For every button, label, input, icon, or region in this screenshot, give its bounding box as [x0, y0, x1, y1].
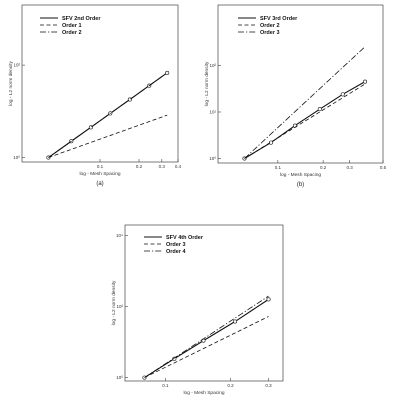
y-axis-title: log - L2 norm density [205, 61, 210, 107]
y-tick-label: 10² [116, 304, 123, 310]
panel-caption: (b) [296, 182, 305, 188]
legend-label: Order 3 [166, 242, 186, 248]
x-tick-label: 0.3 [346, 165, 353, 170]
legend-label: SFV 4th Order [166, 235, 203, 241]
y-tick-label: 10⁰ [116, 375, 123, 381]
plot-frame [218, 5, 383, 163]
x-tick-label: 0.1 [162, 383, 169, 388]
x-tick-label: 0.2 [320, 165, 327, 170]
y-tick-label: 10¹ [209, 109, 216, 115]
legend-label: Order 2 [260, 23, 280, 29]
x-tick-label: 0.1 [274, 165, 281, 170]
y-tick-label: 10⁰ [209, 155, 216, 161]
chart-panel-2 [111, 225, 283, 399]
x-tick-label: 0.1 [96, 164, 104, 169]
legend-label: Order 2 [62, 30, 82, 36]
x-tick-label: 0.4 [174, 164, 182, 169]
series-line-0 [144, 299, 268, 377]
x-axis-title: log - Mesh Spacing [279, 173, 322, 178]
y-tick-label: 10² [209, 62, 216, 68]
series-line-1 [48, 115, 167, 157]
x-tick-label: 0.2 [135, 164, 143, 169]
x-tick-label: 0.5 [379, 165, 387, 170]
x-axis-title: log - Mesh Spacing [79, 172, 121, 177]
y-tick-label: 10² [13, 62, 20, 68]
data-point [267, 298, 270, 301]
data-point [318, 107, 321, 110]
x-tick-label: 0.2 [227, 383, 234, 388]
x-tick-label: 0.3 [265, 383, 272, 388]
legend-label: Order 3 [260, 30, 280, 36]
legend-label: SFV 2nd Order [62, 16, 101, 22]
plot-frame [125, 225, 283, 381]
series-line-1 [144, 316, 268, 377]
y-tick-label: 10⁰ [13, 155, 20, 161]
y-axis-title: log - L2 norm density [112, 280, 117, 326]
data-point [363, 80, 366, 83]
x-axis-title: log - Mesh Spacing [183, 391, 225, 396]
chart-panel-1 [204, 5, 387, 188]
x-tick-label: 0.3 [158, 164, 165, 169]
series-line-1 [244, 84, 365, 159]
legend-label: SFV 3rd Order [260, 16, 298, 22]
data-point [341, 93, 344, 96]
series-line-2 [244, 47, 365, 159]
plot-frame [22, 5, 178, 162]
panel-caption: (a) [96, 181, 104, 187]
legend-label: Order 4 [166, 249, 186, 255]
y-axis-title: log - L2 norm density [9, 61, 14, 106]
data-point [233, 320, 236, 323]
y-tick-label: 10⁴ [116, 233, 123, 239]
chart-panel-0 [8, 5, 182, 187]
legend-label: Order 1 [62, 23, 82, 29]
